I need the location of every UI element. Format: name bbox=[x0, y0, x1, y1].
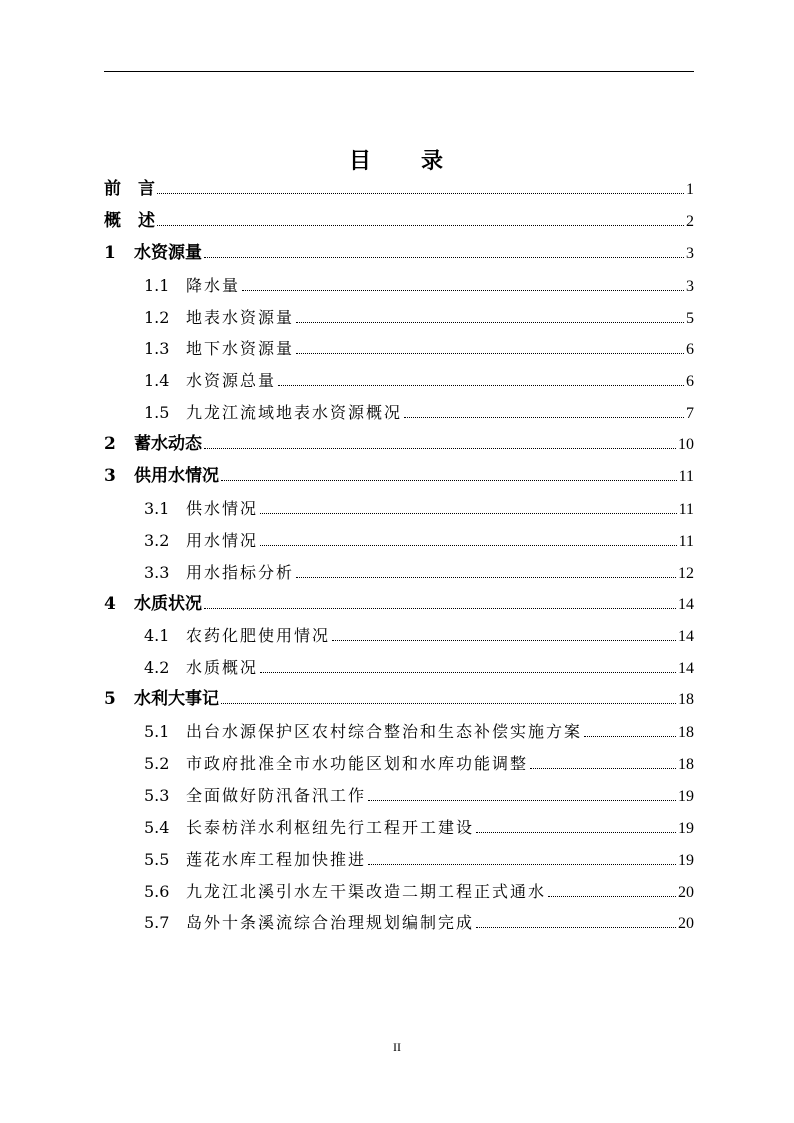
toc-leader-dots bbox=[242, 289, 684, 291]
toc-entry-page: 11 bbox=[678, 532, 694, 550]
toc-entry-number: 1 bbox=[104, 242, 116, 263]
toc-leader-dots bbox=[296, 576, 676, 578]
toc-entry-number: 3.3 bbox=[144, 562, 170, 582]
toc-leader-dots bbox=[368, 799, 676, 801]
toc-entry-number: 1.4 bbox=[144, 371, 170, 391]
page-number: II bbox=[393, 1040, 401, 1054]
toc-entry-number: 5 bbox=[104, 689, 116, 710]
toc-section-entry[interactable] bbox=[104, 557, 694, 589]
toc-leader-dots bbox=[157, 224, 684, 226]
toc-entry-label: 水资源总量 bbox=[186, 371, 277, 391]
toc-leader-dots bbox=[548, 895, 676, 897]
toc-section-entry[interactable] bbox=[104, 525, 694, 557]
toc-section-entry[interactable] bbox=[104, 748, 694, 780]
toc-entry-label: 用水情况 bbox=[186, 530, 259, 550]
toc-entry-number: 3.1 bbox=[144, 498, 170, 518]
toc-entry-label: 农药化肥使用情况 bbox=[186, 626, 331, 646]
toc-entry-number: 4 bbox=[104, 593, 116, 614]
toc-entry-label: 降水量 bbox=[186, 275, 241, 295]
toc-entry-number: 4.2 bbox=[144, 658, 170, 678]
toc-section-entry[interactable] bbox=[104, 620, 694, 652]
toc-leader-dots bbox=[204, 256, 684, 258]
toc-entry-label: 概 述 bbox=[104, 210, 155, 231]
toc-entry-page: 2 bbox=[686, 212, 694, 230]
toc-entry-number: 5.4 bbox=[144, 817, 170, 837]
toc-entry-label: 地表水资源量 bbox=[186, 307, 295, 327]
toc-chapter-entry[interactable] bbox=[104, 174, 694, 206]
toc-section-entry[interactable] bbox=[104, 302, 694, 334]
toc-entry-number: 1.1 bbox=[144, 275, 170, 295]
toc-leader-dots bbox=[221, 702, 676, 704]
toc-entry-number: 5.1 bbox=[144, 722, 170, 742]
page-title: 目 录 bbox=[348, 148, 445, 174]
toc-leader-dots bbox=[204, 607, 676, 609]
toc-entry-page: 10 bbox=[678, 436, 694, 454]
toc-leader-dots bbox=[476, 831, 676, 833]
toc-section-entry[interactable] bbox=[104, 365, 694, 397]
toc-entry-page: 6 bbox=[686, 341, 694, 359]
toc-entry-page: 6 bbox=[686, 373, 694, 391]
toc-leader-dots bbox=[260, 671, 676, 673]
toc-entry-label: 前 言 bbox=[104, 179, 155, 199]
toc-entry-label: 蓄水动态 bbox=[134, 434, 202, 455]
toc-entry-label: 九龙江流域地表水资源概况 bbox=[186, 403, 403, 423]
toc-entry-page: 14 bbox=[678, 595, 694, 613]
toc-entry-number: 5.5 bbox=[144, 849, 170, 869]
toc-entry-label: 水质概况 bbox=[186, 658, 259, 678]
toc-entry-label: 水资源量 bbox=[134, 242, 202, 263]
toc-leader-dots bbox=[221, 479, 677, 481]
toc-chapter-entry[interactable] bbox=[104, 461, 694, 493]
toc-entry-number: 1.3 bbox=[144, 339, 170, 359]
toc-section-entry[interactable] bbox=[104, 876, 694, 908]
toc-entry-number: 1.5 bbox=[144, 403, 170, 423]
toc-entry-label: 地下水资源量 bbox=[186, 339, 295, 359]
toc-entry-label: 出台水源保护区农村综合整治和生态补偿实施方案 bbox=[186, 722, 583, 742]
toc-section-entry[interactable] bbox=[104, 716, 694, 748]
toc-entry-label: 莲花水库工程加快推进 bbox=[186, 849, 367, 869]
toc-entry-number: 4.1 bbox=[144, 626, 170, 646]
toc-leader-dots bbox=[157, 192, 684, 194]
toc-entry-label: 水利大事记 bbox=[134, 689, 219, 710]
toc-entry-label: 市政府批准全市水功能区划和水库功能调整 bbox=[186, 754, 529, 774]
toc-entry-page: 14 bbox=[678, 660, 694, 678]
toc-entry-page: 5 bbox=[686, 309, 694, 327]
toc-section-entry[interactable] bbox=[104, 652, 694, 684]
toc-leader-dots bbox=[296, 352, 684, 354]
toc-entry-label: 九龙江北溪引水左干渠改造二期工程正式通水 bbox=[186, 881, 547, 901]
toc-chapter-entry[interactable] bbox=[104, 684, 694, 716]
toc-entry-label: 全面做好防汛备汛工作 bbox=[186, 785, 367, 805]
toc-entry-number: 2 bbox=[104, 434, 116, 455]
toc-entry-number: 5.7 bbox=[144, 913, 170, 933]
toc-entry-number: 5.3 bbox=[144, 785, 170, 805]
toc-chapter-entry[interactable] bbox=[104, 206, 694, 238]
toc-entry-page: 11 bbox=[678, 468, 694, 486]
toc-leader-dots bbox=[476, 926, 676, 928]
toc-entry-page: 12 bbox=[678, 564, 694, 582]
toc-section-entry[interactable] bbox=[104, 780, 694, 812]
toc-section-entry[interactable] bbox=[104, 907, 694, 939]
toc-leader-dots bbox=[278, 384, 684, 386]
toc-entry-label: 供用水情况 bbox=[134, 466, 219, 487]
toc-entry-page: 14 bbox=[678, 628, 694, 646]
toc-entry-label: 岛外十条溪流综合治理规划编制完成 bbox=[186, 913, 475, 933]
toc-leader-dots bbox=[260, 544, 677, 546]
toc-entry-number: 3 bbox=[104, 466, 116, 487]
toc-entry-page: 18 bbox=[678, 756, 694, 774]
toc-leader-dots bbox=[204, 447, 676, 449]
toc-leader-dots bbox=[368, 863, 676, 865]
toc-entry-page: 3 bbox=[686, 277, 694, 295]
toc-entry-number: 3.2 bbox=[144, 530, 170, 550]
toc-leader-dots bbox=[296, 321, 684, 323]
toc-chapter-entry[interactable] bbox=[104, 589, 694, 621]
toc-leader-dots bbox=[404, 416, 684, 418]
toc-entry-page: 1 bbox=[686, 181, 694, 198]
toc-entry-number: 5.6 bbox=[144, 881, 170, 901]
toc-entry-page: 3 bbox=[686, 244, 694, 262]
toc-section-entry[interactable] bbox=[104, 493, 694, 525]
toc-entry-page: 11 bbox=[678, 500, 694, 518]
toc-section-entry[interactable] bbox=[104, 844, 694, 876]
toc-section-entry[interactable] bbox=[104, 270, 694, 302]
toc-leader-dots bbox=[530, 767, 676, 769]
toc-entry-number: 1.2 bbox=[144, 307, 170, 327]
toc-entry-label: 供水情况 bbox=[186, 498, 259, 518]
toc-entry-page: 19 bbox=[678, 819, 694, 837]
header-rule bbox=[104, 71, 694, 72]
toc-entry-page: 20 bbox=[678, 883, 694, 901]
toc-entry-number: 5.2 bbox=[144, 754, 170, 774]
toc-entry-page: 7 bbox=[686, 405, 694, 423]
toc-entry-page: 20 bbox=[678, 915, 694, 933]
toc-entry-label: 用水指标分析 bbox=[186, 562, 295, 582]
toc-section-entry[interactable] bbox=[104, 812, 694, 844]
toc-leader-dots bbox=[584, 735, 676, 737]
toc-entry-label: 长泰枋洋水利枢纽先行工程开工建设 bbox=[186, 817, 475, 837]
table-of-contents bbox=[104, 174, 694, 939]
toc-leader-dots bbox=[260, 512, 677, 514]
toc-leader-dots bbox=[332, 639, 676, 641]
toc-chapter-entry[interactable] bbox=[104, 238, 694, 270]
toc-entry-page: 19 bbox=[678, 787, 694, 805]
toc-section-entry[interactable] bbox=[104, 397, 694, 429]
toc-section-entry[interactable] bbox=[104, 333, 694, 365]
toc-entry-page: 19 bbox=[678, 851, 694, 869]
toc-chapter-entry[interactable] bbox=[104, 429, 694, 461]
toc-entry-page: 18 bbox=[678, 691, 694, 709]
toc-entry-page: 18 bbox=[678, 724, 694, 742]
toc-entry-label: 水质状况 bbox=[134, 593, 202, 614]
